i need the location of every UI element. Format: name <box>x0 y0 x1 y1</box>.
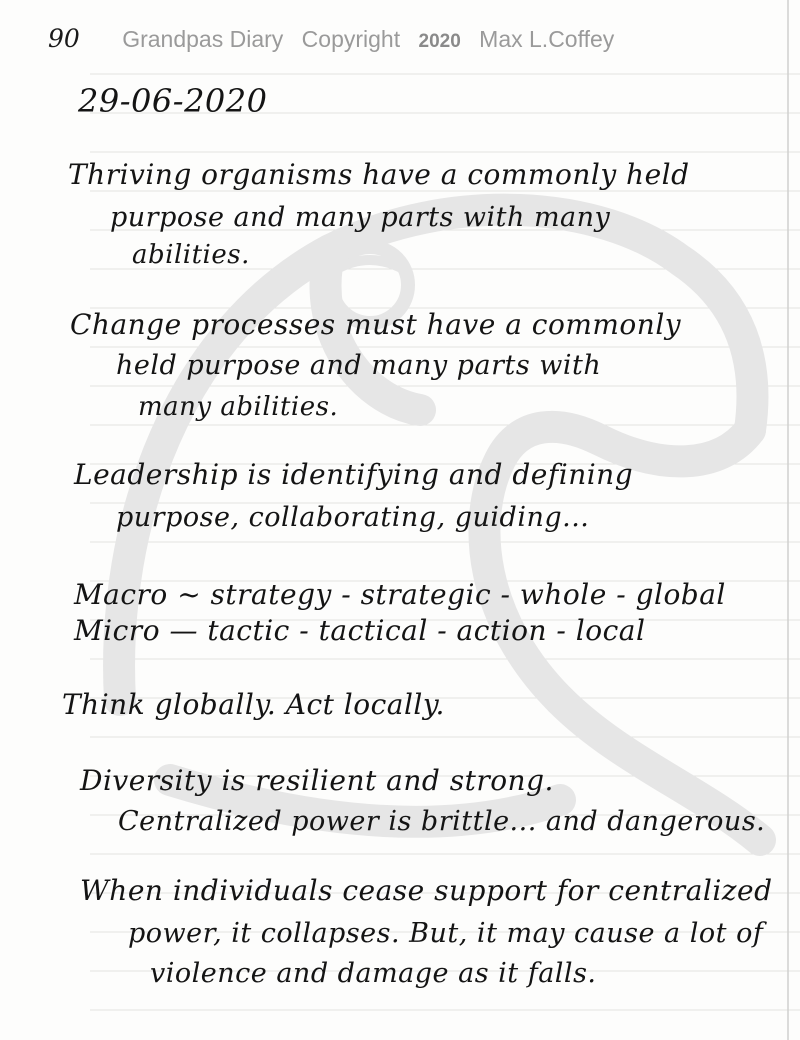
paragraph-line: Diversity is resilient and strong. <box>80 764 554 797</box>
paragraph-line: Thriving organisms have a commonly held <box>68 158 690 191</box>
page-header <box>48 24 614 53</box>
paragraph-line: power, it collapses. But, it may cause a lot of <box>128 918 764 949</box>
paragraph-line: abilities. <box>132 240 250 270</box>
paragraph-line: Centralized power is brittle... and dangerous. <box>118 806 766 837</box>
paragraph-line: held purpose and many parts with <box>116 350 602 381</box>
author-name: Max L.Coffey <box>479 26 615 52</box>
paragraph-line: many abilities. <box>138 392 339 422</box>
paragraph-line: Change processes must have a commonly <box>70 308 682 341</box>
copyright-year: 2020 <box>418 31 461 52</box>
paragraph-line: When individuals cease support for centralized <box>80 874 773 907</box>
diary-title: Grandpas Diary <box>122 26 284 52</box>
paragraph-line: purpose, collaborating, guiding... <box>116 502 590 533</box>
page-number: 90 <box>48 24 80 53</box>
paragraph-line: Leadership is identifying and defining <box>74 458 634 491</box>
entry-date: 29-06-2020 <box>78 82 268 120</box>
paragraph-line: purpose and many parts with many <box>110 202 611 233</box>
paragraph-line: violence and damage as it falls. <box>150 958 597 989</box>
paragraph-line: Micro — tactic - tactical - action - local <box>74 614 646 647</box>
copyright-label: Copyright <box>301 26 401 52</box>
paragraph-line: Macro ~ strategy - strategic - whole - global <box>74 578 726 611</box>
paragraph-line: Think globally. Act locally. <box>62 688 445 721</box>
